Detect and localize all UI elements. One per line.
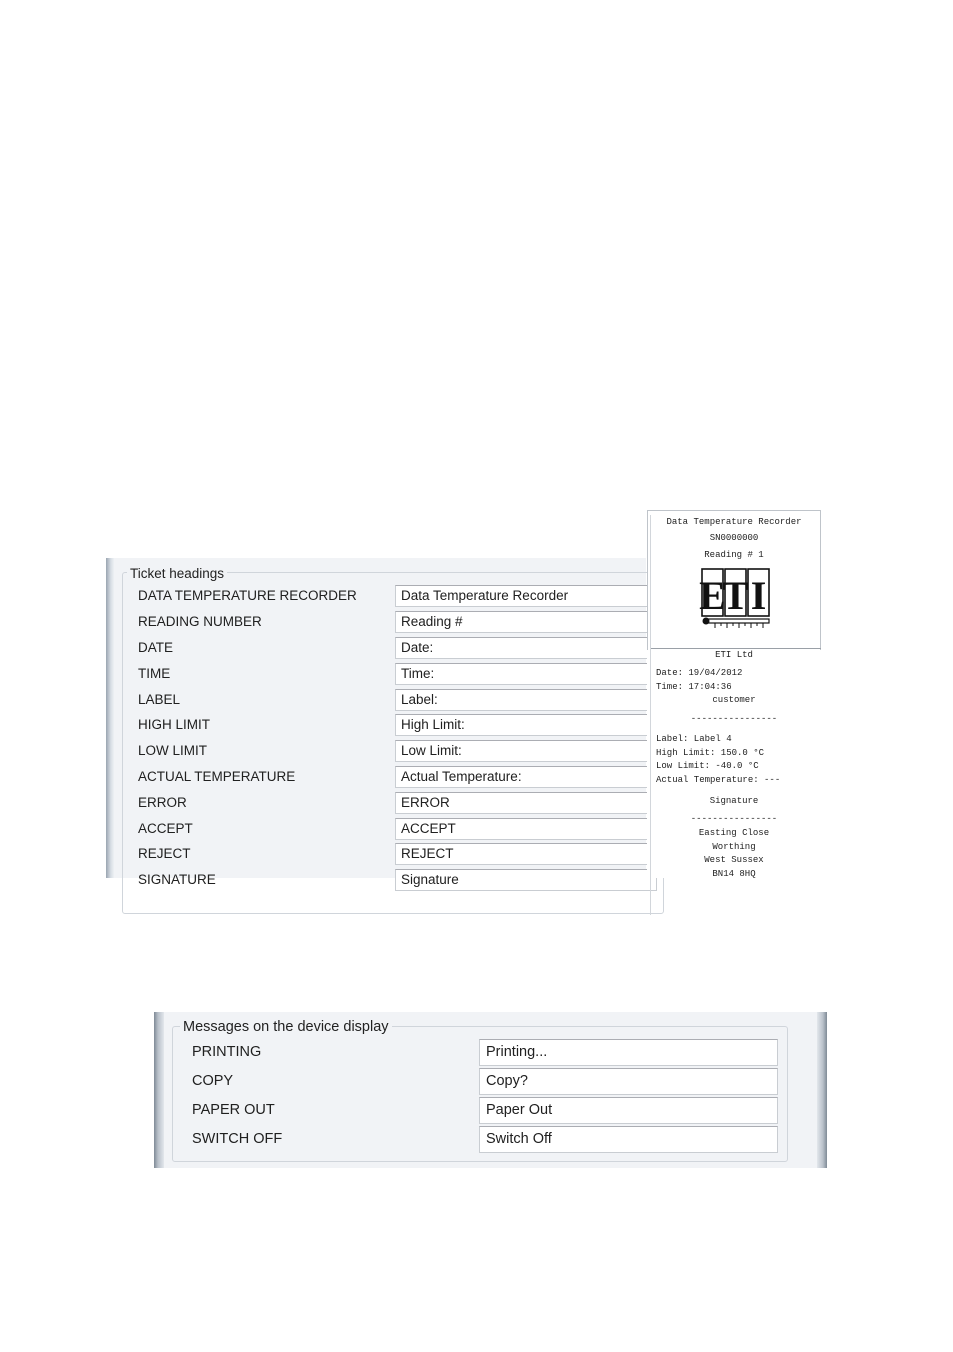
heading-input-error[interactable]: ERROR [395, 792, 657, 814]
message-label-copy: COPY [192, 1073, 234, 1089]
heading-input-reading-number[interactable]: Reading # [395, 611, 657, 633]
heading-label-error: ERROR [138, 795, 187, 810]
message-label-printing: PRINTING [192, 1044, 262, 1060]
heading-label-label: LABEL [138, 692, 181, 707]
heading-input-low-limit[interactable]: Low Limit: [395, 740, 657, 762]
svg-text:I: I [750, 573, 767, 618]
heading-input-label[interactable]: Label: [395, 689, 657, 711]
window-frame-left [106, 558, 114, 878]
heading-input-reject[interactable]: REJECT [395, 843, 657, 865]
ticket-label-line: Label: Label 4 [656, 734, 732, 744]
heading-input-data-temperature-recorder[interactable]: Data Temperature Recorder [395, 585, 657, 607]
ticket-customer: customer [712, 695, 756, 705]
ticket-date-line: Date: 19/04/2012 [656, 668, 743, 678]
heading-input-date[interactable]: Date: [395, 637, 657, 659]
ticket-preview [647, 510, 821, 878]
ticket-separator-2: ---------------- [690, 814, 778, 824]
svg-text:T: T [722, 573, 749, 618]
ticket-company: ETI Ltd [715, 650, 753, 660]
heading-input-actual-temperature[interactable]: Actual Temperature: [395, 766, 657, 788]
heading-label-actual-temperature: ACTUAL TEMPERATURE [138, 769, 296, 784]
message-input-copy[interactable]: Copy? [479, 1068, 778, 1095]
window-frame-right [817, 1012, 827, 1168]
heading-label-time: TIME [138, 666, 171, 681]
heading-input-accept[interactable]: ACCEPT [395, 818, 657, 840]
ticket-signature: Signature [709, 796, 759, 806]
ticket-serial: SN0000000 [709, 533, 759, 543]
message-label-switch-off: SWITCH OFF [192, 1131, 283, 1147]
heading-label-reading-number: READING NUMBER [138, 614, 262, 629]
eti-logo-icon [701, 568, 773, 640]
heading-label-signature: SIGNATURE [138, 872, 216, 887]
message-input-printing[interactable]: Printing... [479, 1039, 778, 1066]
ticket-address-line: Worthing [712, 842, 756, 852]
ticket-low-line: Low Limit: -40.0 °C [656, 761, 759, 771]
heading-input-time[interactable]: Time: [395, 663, 657, 685]
ticket-headings-title: Ticket headings [127, 566, 227, 582]
heading-label-reject: REJECT [138, 846, 191, 861]
heading-label-data-temperature-recorder: DATA TEMPERATURE RECORDER [138, 588, 357, 603]
heading-input-signature[interactable]: Signature [395, 869, 657, 891]
ticket-actual-line: Actual Temperature: --- [656, 775, 781, 785]
ticket-headings-window [106, 558, 646, 887]
ticket-address-line: BN14 8HQ [712, 869, 756, 879]
message-label-paper-out: PAPER OUT [192, 1102, 275, 1118]
heading-input-high-limit[interactable]: High Limit: [395, 714, 657, 736]
ticket-address-line: Easting Close [698, 828, 770, 838]
heading-label-accept: ACCEPT [138, 821, 193, 836]
window-frame-left [154, 1012, 164, 1168]
ticket-separator: ---------------- [690, 714, 778, 724]
ticket-high-line: High Limit: 150.0 °C [656, 748, 765, 758]
heading-label-date: DATE [138, 640, 174, 655]
device-messages-window [154, 1012, 827, 1168]
ticket-time-line: Time: 17:04:36 [656, 682, 732, 692]
ticket-header: Data Temperature Recorder [666, 517, 802, 527]
heading-label-high-limit: HIGH LIMIT [138, 717, 211, 732]
heading-label-low-limit: LOW LIMIT [138, 743, 208, 758]
ticket-reading: Reading # 1 [704, 550, 764, 560]
svg-text:E: E [699, 573, 726, 618]
ticket-preview-divider [651, 648, 821, 649]
message-input-switch-off[interactable]: Switch Off [479, 1126, 778, 1153]
ticket-address-line: West Sussex [704, 855, 764, 865]
message-input-paper-out[interactable]: Paper Out [479, 1097, 778, 1124]
device-messages-title: Messages on the device display [180, 1019, 392, 1035]
